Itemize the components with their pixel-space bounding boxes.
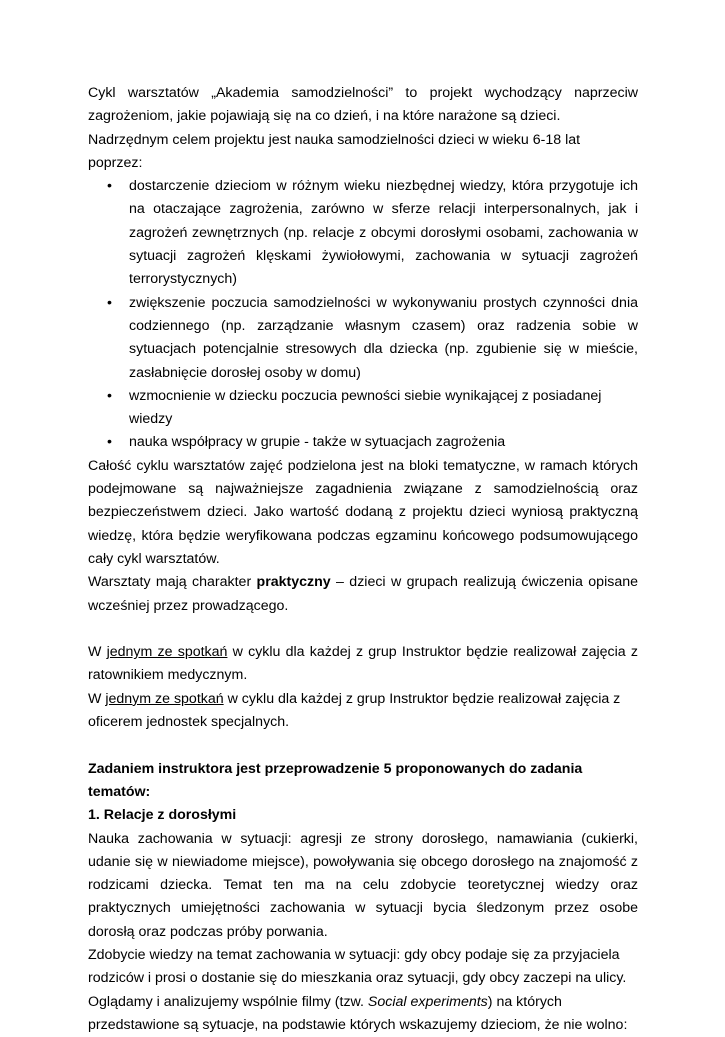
topic-paragraph-1: Nauka zachowania w sytuacji: agresji ze strony dorosłego, namawiania (cukierki, udanie się w niewiadome miejsce), powoływania się obcego dorosłego na znajomość z rodzicami dziecka. Temat ten ma na celu zdobycie teoretycznej wiedzy oraz praktycznych umiejętności zachowania w sytuacji bycia śledzonym przez osobe dorosłą oraz podczas próby porwania. — [88, 830, 638, 940]
list-item: • wzmocnienie w dziecku poczucia pewności siebie wynikającej z posiadanej wiedzy — [129, 385, 638, 432]
intro-paragraph: Cykl warsztatów „Akademia samodzielności” to projekt wychodzący naprzeciw zagrożeniom, jakie pojawiają się na co dzień, i na które narażone są dzieci. — [88, 85, 638, 125]
meeting-suffix: w cyklu dla każdej z grup Instruktor będzie realizował zajęcia z ratownikiem medycznym. — [88, 644, 638, 684]
topic-paragraph-2: Zdobycie wiedzy na temat zachowania w sytuacji: gdy obcy podaje się za przyjaciela rodziców i prosi o dostanie się do mieszkania oraz sytuacji, gdy obcy zaczepi na ulicy. — [88, 946, 627, 987]
character-text-before: Warsztaty mają charakter — [88, 574, 257, 591]
meeting-paragraph-medic — [88, 641, 638, 688]
meeting-suffix: w cyklu dla każdej z grup Instruktor będzie realizował zajęcia z oficerem jednostek specjalnych. — [88, 690, 621, 731]
goal-paragraph: Nadrzędnym celem projektu jest nauka samodzielności dzieci w wieku 6-18 lat poprzez: — [88, 131, 581, 171]
character-paragraph — [88, 571, 638, 618]
list-item: • zwiększenie poczucia samodzielności w wykonywaniu prostych czynności dnia codziennego (np. zarządzanie własnym czasem) oraz radzenia sobie w sytuacjach potencjalnie stresowych dla dziecka (np. zgubienie się w mieście, zasłabnięcie dorosłej osoby w domu) — [129, 292, 638, 385]
topic-italic-text: Social experiments — [367, 993, 488, 1010]
character-text-after: – dzieci w grupach realizują ćwiczenia opisane wcześniej przez prowadzącego. — [88, 574, 638, 614]
structure-paragraph: Całość cyklu warsztatów zajęć podzielona jest na bloki tematyczne, w ramach których podejmowane są najważniejsze zagadnienia związane z samodzielnością oraz bezpieczeństwem dzieci. Jako wartość dodaną z projektu dzieci wyniosą praktyczną wiedzę, która będzie weryfikowana podczas egzaminu końcowego podsumowującego cały cykl warsztatów. — [88, 457, 638, 567]
topic-text-after: ) na których przedstawione są sytuacje, na podstawie których wskazujemy dzieciom, że nie wolno: — [88, 993, 628, 1033]
goals-list — [88, 175, 638, 455]
meeting-paragraph-officer — [88, 688, 638, 735]
spacer — [88, 734, 638, 757]
character-bold-word: praktyczny — [256, 574, 331, 591]
topic-text-before: Oglądamy i analizujemy wspólnie filmy (tzw. — [88, 993, 368, 1010]
meeting-prefix: W — [88, 644, 107, 661]
meeting-prefix: W — [88, 690, 106, 707]
list-item: • nauka współpracy w grupie - także w sytuacjach zagrożenia — [129, 431, 638, 454]
meeting-underlined-text: jednym ze spotkań — [105, 690, 224, 707]
topic-title: 1. Relacje z dorosłymi — [88, 807, 237, 824]
list-item: • dostarczenie dzieciom w różnym wieku niezbędnej wiedzy, która przygotuje ich na otaczające zagrożenia, zarówno w sferze relacji interpersonalnych, jak i zagrożeń zewnętrznych (np. relacje z obcymi dorosłymi osobami, zachowania w sytuacji zagrożeń klęskami żywiołowymi, zachowania w sytuacji zagrożeń terrorystycznych) — [129, 175, 638, 291]
spacer — [88, 618, 638, 641]
document-body — [88, 82, 638, 1037]
topic-paragraph-3 — [88, 991, 638, 1037]
task-heading: Zadaniem instruktora jest przeprowadzenie 5 proponowanych do zadania tematów: — [88, 760, 583, 800]
meeting-underlined-text: jednym ze spotkań — [106, 644, 228, 661]
